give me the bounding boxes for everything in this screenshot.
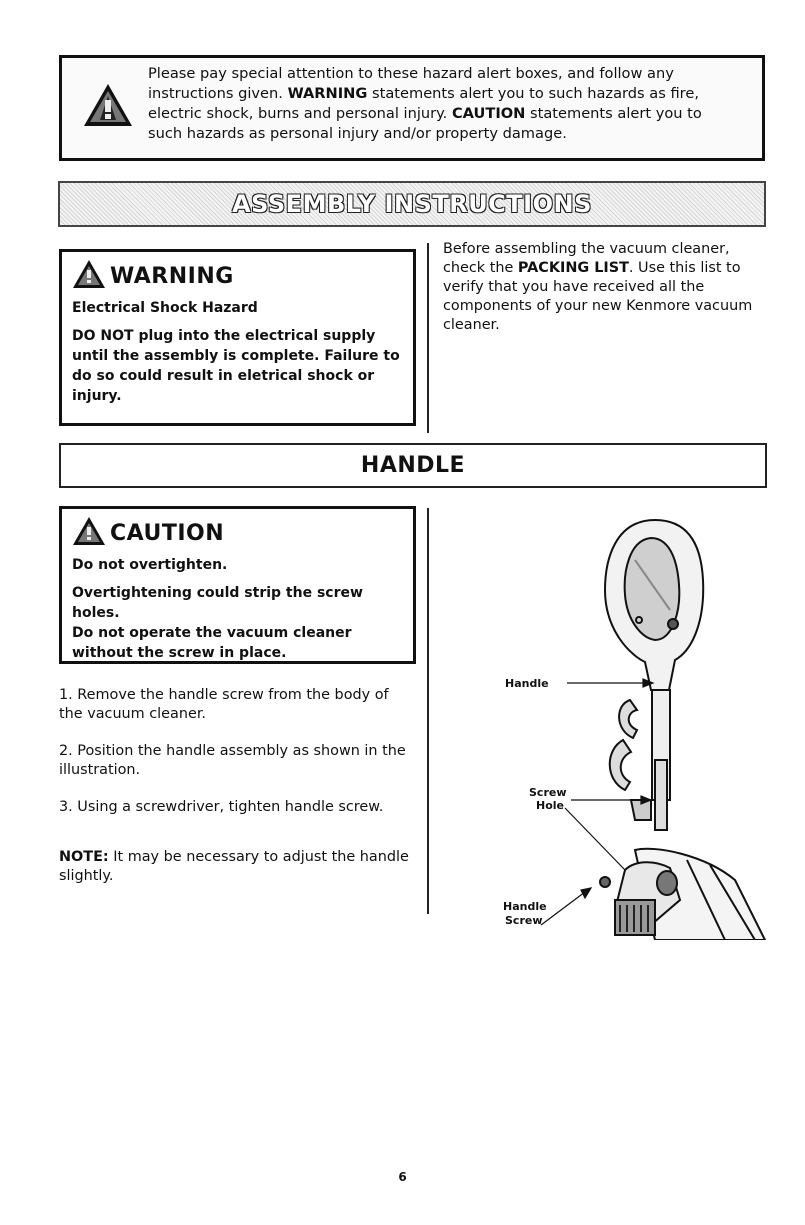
assembly-title: ASSEMBLY INSTRUCTIONS bbox=[232, 190, 592, 218]
label-screw-hole-line2: Hole bbox=[536, 799, 564, 812]
warning-triangle-icon bbox=[72, 259, 106, 293]
alert-line-2c: statements alert you to such hazards as fire, bbox=[367, 85, 699, 102]
step-3 bbox=[59, 798, 414, 817]
warning-body: DO NOT plug into the electrical supply until the assembly is complete. Failure to do so could result in eletrical shock or injury. bbox=[72, 328, 400, 404]
handle-assembly-illustration bbox=[455, 500, 795, 940]
note-text: It may be necessary to adjust the handle slightly. bbox=[59, 849, 409, 884]
note bbox=[59, 848, 414, 886]
alert-line-4: such hazards as personal injury and/or property damage. bbox=[148, 125, 567, 142]
step-1-number: 1. bbox=[59, 687, 73, 703]
intro-paragraph bbox=[443, 240, 763, 335]
warning-triangle-icon bbox=[72, 516, 106, 550]
step-2-number: 2. bbox=[59, 743, 73, 759]
alert-warning-keyword: WARNING bbox=[287, 85, 368, 102]
intro-text-1: Before assembling the vacuum cleaner, check the bbox=[443, 241, 730, 276]
alert-caution-keyword: CAUTION bbox=[451, 105, 526, 122]
alert-line-3a: electric shock, burns and personal injury. bbox=[148, 105, 452, 122]
warning-heading: WARNING bbox=[110, 263, 234, 289]
warning-box bbox=[59, 249, 416, 426]
caution-header bbox=[72, 515, 403, 551]
label-screw-hole-line1: Screw bbox=[529, 786, 567, 799]
caution-heading: CAUTION bbox=[110, 520, 225, 546]
step-3-text: Using a screwdriver, tighten handle screw. bbox=[72, 799, 384, 815]
handle-section-title: HANDLE bbox=[360, 453, 466, 478]
alert-line-3c: statements alert you to bbox=[525, 105, 702, 122]
caution-line-1: Do not overtighten. bbox=[72, 557, 228, 573]
intro-text-2: . Use this list to verify that you have received all the components of your new Kenmore vacuum cleaner. bbox=[443, 260, 753, 333]
label-handle-screw-line2: Screw bbox=[505, 914, 543, 927]
alert-line-1: Please pay special attention to these hazard alert boxes, and follow any bbox=[148, 65, 674, 82]
alert-line-2a: instructions given. bbox=[148, 85, 288, 102]
hazard-alert-box bbox=[59, 55, 765, 161]
packing-list-keyword: PACKING LIST bbox=[517, 260, 629, 276]
warning-triangle-icon bbox=[82, 82, 134, 132]
step-2 bbox=[59, 742, 414, 780]
vacuum-handle-diagram bbox=[455, 500, 795, 940]
warning-subheading: Electrical Shock Hazard bbox=[72, 300, 258, 316]
step-1-text: Remove the handle screw from the body of the vacuum cleaner. bbox=[59, 687, 389, 722]
column-divider bbox=[427, 508, 429, 914]
column-divider bbox=[427, 243, 429, 433]
caution-line-2: Overtightening could strip the screw holes. bbox=[72, 585, 363, 621]
hazard-alert-text bbox=[148, 64, 758, 144]
assembly-instructions-banner bbox=[58, 181, 766, 227]
handle-section-header bbox=[59, 443, 767, 488]
page-number: 6 bbox=[398, 1170, 407, 1184]
label-handle-screw-line1: Handle bbox=[503, 900, 547, 913]
caution-box bbox=[59, 506, 416, 664]
step-2-text: Position the handle assembly as shown in the illustration. bbox=[59, 743, 406, 778]
step-3-number: 3. bbox=[59, 799, 73, 815]
step-1 bbox=[59, 686, 414, 724]
caution-line-3: Do not operate the vacuum cleaner without the screw in place. bbox=[72, 625, 352, 661]
warning-header bbox=[72, 258, 403, 294]
label-handle: Handle bbox=[505, 677, 549, 690]
note-label: NOTE: bbox=[59, 849, 109, 865]
